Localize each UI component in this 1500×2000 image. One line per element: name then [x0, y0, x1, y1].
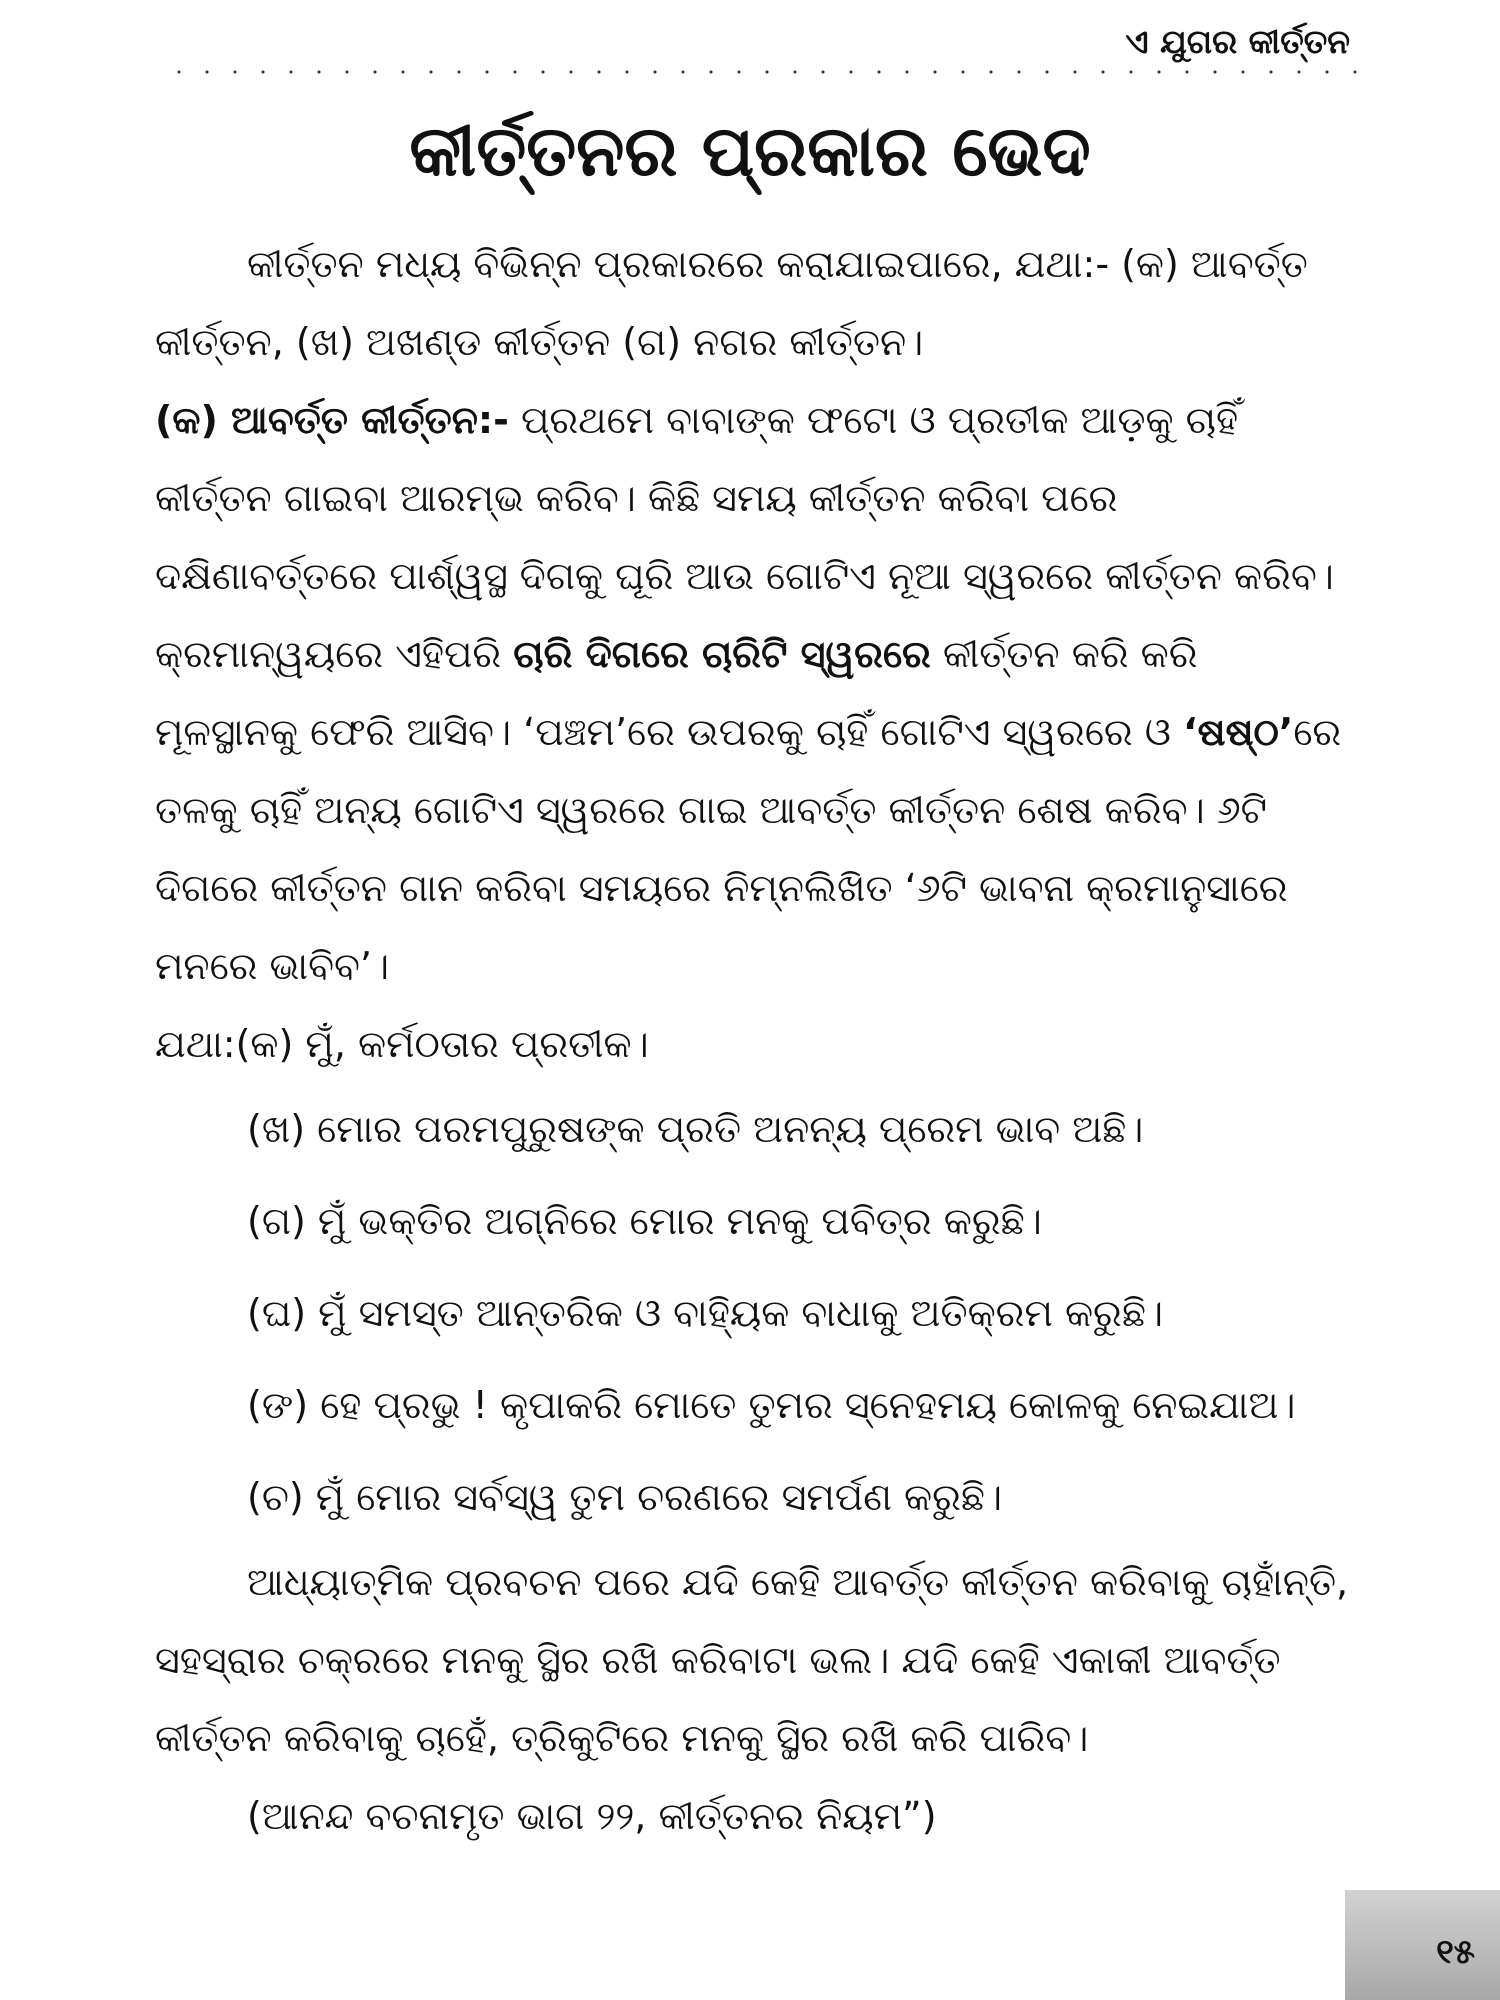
- intro-paragraph: କୀର୍ତ୍ତନ ମଧ୍ୟ ବିଭିନ୍ନ ପ୍ରକାରରେ କରାଯାଇପାରେ, ଯଥା:- (କ) ଆବର୍ତ୍ତ କୀର୍ତ୍ତନ, (ଖ) ଅଖଣ୍ଡ କୀର୍ତ୍ତନ (ଗ) ନଗର କୀର୍ତ୍ତନ।: [155, 242, 1308, 364]
- section-a-text-3: ରେ ତଳକୁ ଚାହିଁ ଅନ୍ୟ ଗୋଟିଏ ସ୍ୱରରେ ଗାଇ ଆବର୍ତ୍ତ କୀର୍ତ୍ତନ ଶେଷ କରିବ। ୬ଟି ଦିଗରେ କୀର୍ତ୍ତନ ଗାନ କରିବା ସମୟରେ ନିମ୍ନଲିଖିତ ‘୬ଟି ଭାବନା କ୍ରମାନୁସାରେ ମନରେ ଭାବିବ’।: [155, 710, 1342, 988]
- citation: (ଆନନ୍ଦ ବଚନାମୃତ ଭାଗ ୨୨, କୀର୍ତ୍ତନର ନିୟମ”): [247, 1794, 937, 1838]
- section-a-paragraph: [155, 381, 1350, 1005]
- page-body: [155, 225, 1350, 1855]
- list-item: (ଘ) ମୁଁ ସମସ୍ତ ଆନ୍ତରିକ ଓ ବାହ୍ୟିକ ବାଧାକୁ ଅତିକ୍ରମ କରୁଛି।: [247, 1291, 1164, 1335]
- list-item: (ଚ) ମୁଁ ମୋର ସର୍ବସ୍ୱ ତୁମ ଚରଣରେ ସମର୍ପଣ କରୁଛି।: [247, 1475, 1003, 1519]
- closing-paragraph: ଆଧ୍ୟାତ୍ମିକ ପ୍ରବଚନ ପରେ ଯଦି କେହି ଆବର୍ତ୍ତ କୀର୍ତ୍ତନ କରିବାକୁ ଚାହାଁନ୍ତି, ସହସ୍ରାର ଚକ୍ରରେ ମନକୁ ସ୍ଥିର ରଖି କରିବାଟା ଭଲ। ଯଦି କେହି ଏକାକୀ ଆବର୍ତ୍ତ କୀର୍ତ୍ତନ କରିବାକୁ ଚାହେଁ, ତ୍ରିକୁଟିରେ ମନକୁ ସ୍ଥିର ରଖି କରି ପାରିବ।: [155, 1560, 1349, 1760]
- list-item: (ଗ) ମୁଁ ଭକ୍ତିର ଅଗ୍ନିରେ ମୋର ମନକୁ ପବିତ୍ର କରୁଛି।: [247, 1199, 1042, 1243]
- header-dotted-divider: [165, 70, 1360, 74]
- section-a-heading: (କ) ଆବର୍ତ୍ତ କୀର୍ତ୍ତନ:-: [155, 398, 509, 442]
- section-a-emphasis-2: ‘ଷଷ୍ଠ’: [1183, 710, 1294, 754]
- section-a-text-1: ପ୍ରଥମେ ବାବାଙ୍କ ଫଟୋ ଓ ପ୍ରତୀକ ଆଡ଼କୁ ଚାହିଁ କୀର୍ତ୍ତନ ଗାଇବା ଆରମ୍ଭ କରିବ। କିଛି ସମୟ କୀର୍ତ୍ତନ କରିବା ପରେ ଦକ୍ଷିଣାବର୍ତ୍ତରେ ପାର୍ଶ୍ୱସ୍ଥ ଦିଗକୁ ଘୂରି ଆଉ ଗୋଟିଏ ନୂଆ ସ୍ୱରରେ କୀର୍ତ୍ତନ କରିବ। କ୍ରମାନ୍ୱୟରେ ଏହିପରି: [155, 398, 1334, 676]
- section-a-text-2: କୀର୍ତ୍ତନ କରି କରି ମୂଳସ୍ଥାନକୁ ଫେରି ଆସିବ। ‘ପଞ୍ଚମ’ରେ ଉପରକୁ ଚାହିଁ ଗୋଟିଏ ସ୍ୱରରେ ଓ: [155, 632, 1198, 754]
- section-a-emphasis: ଚାରି ଦିଗରେ ଚାରିଟି ସ୍ୱରରେ: [513, 632, 931, 676]
- page-title: କୀର୍ତ୍ତନର ପ୍ରକାର ଭେଦ: [409, 110, 1091, 192]
- list-lead: ଯଥା:(କ) ମୁଁ, କର୍ମଠତାର ପ୍ରତୀକ।: [155, 1022, 649, 1066]
- page-number: ୧୫: [1436, 1932, 1475, 1972]
- list-item: (ଖ) ମୋର ପରମପୁରୁଷଙ୍କ ପ୍ରତି ଅନନ୍ୟ ପ୍ରେମ ଭାବ ଅଛି।: [247, 1107, 1144, 1151]
- running-header-title: ଏ ଯୁଗର କୀର୍ତ୍ତନ: [1125, 22, 1350, 61]
- list-item: (ଙ) ହେ ପ୍ରଭୁ ! କୃପାକରି ମୋତେ ତୁମର ସ୍ନେହମୟ କୋଳକୁ ନେଇଯାଅ।: [247, 1383, 1296, 1427]
- page-number-tab: [1345, 1890, 1500, 2000]
